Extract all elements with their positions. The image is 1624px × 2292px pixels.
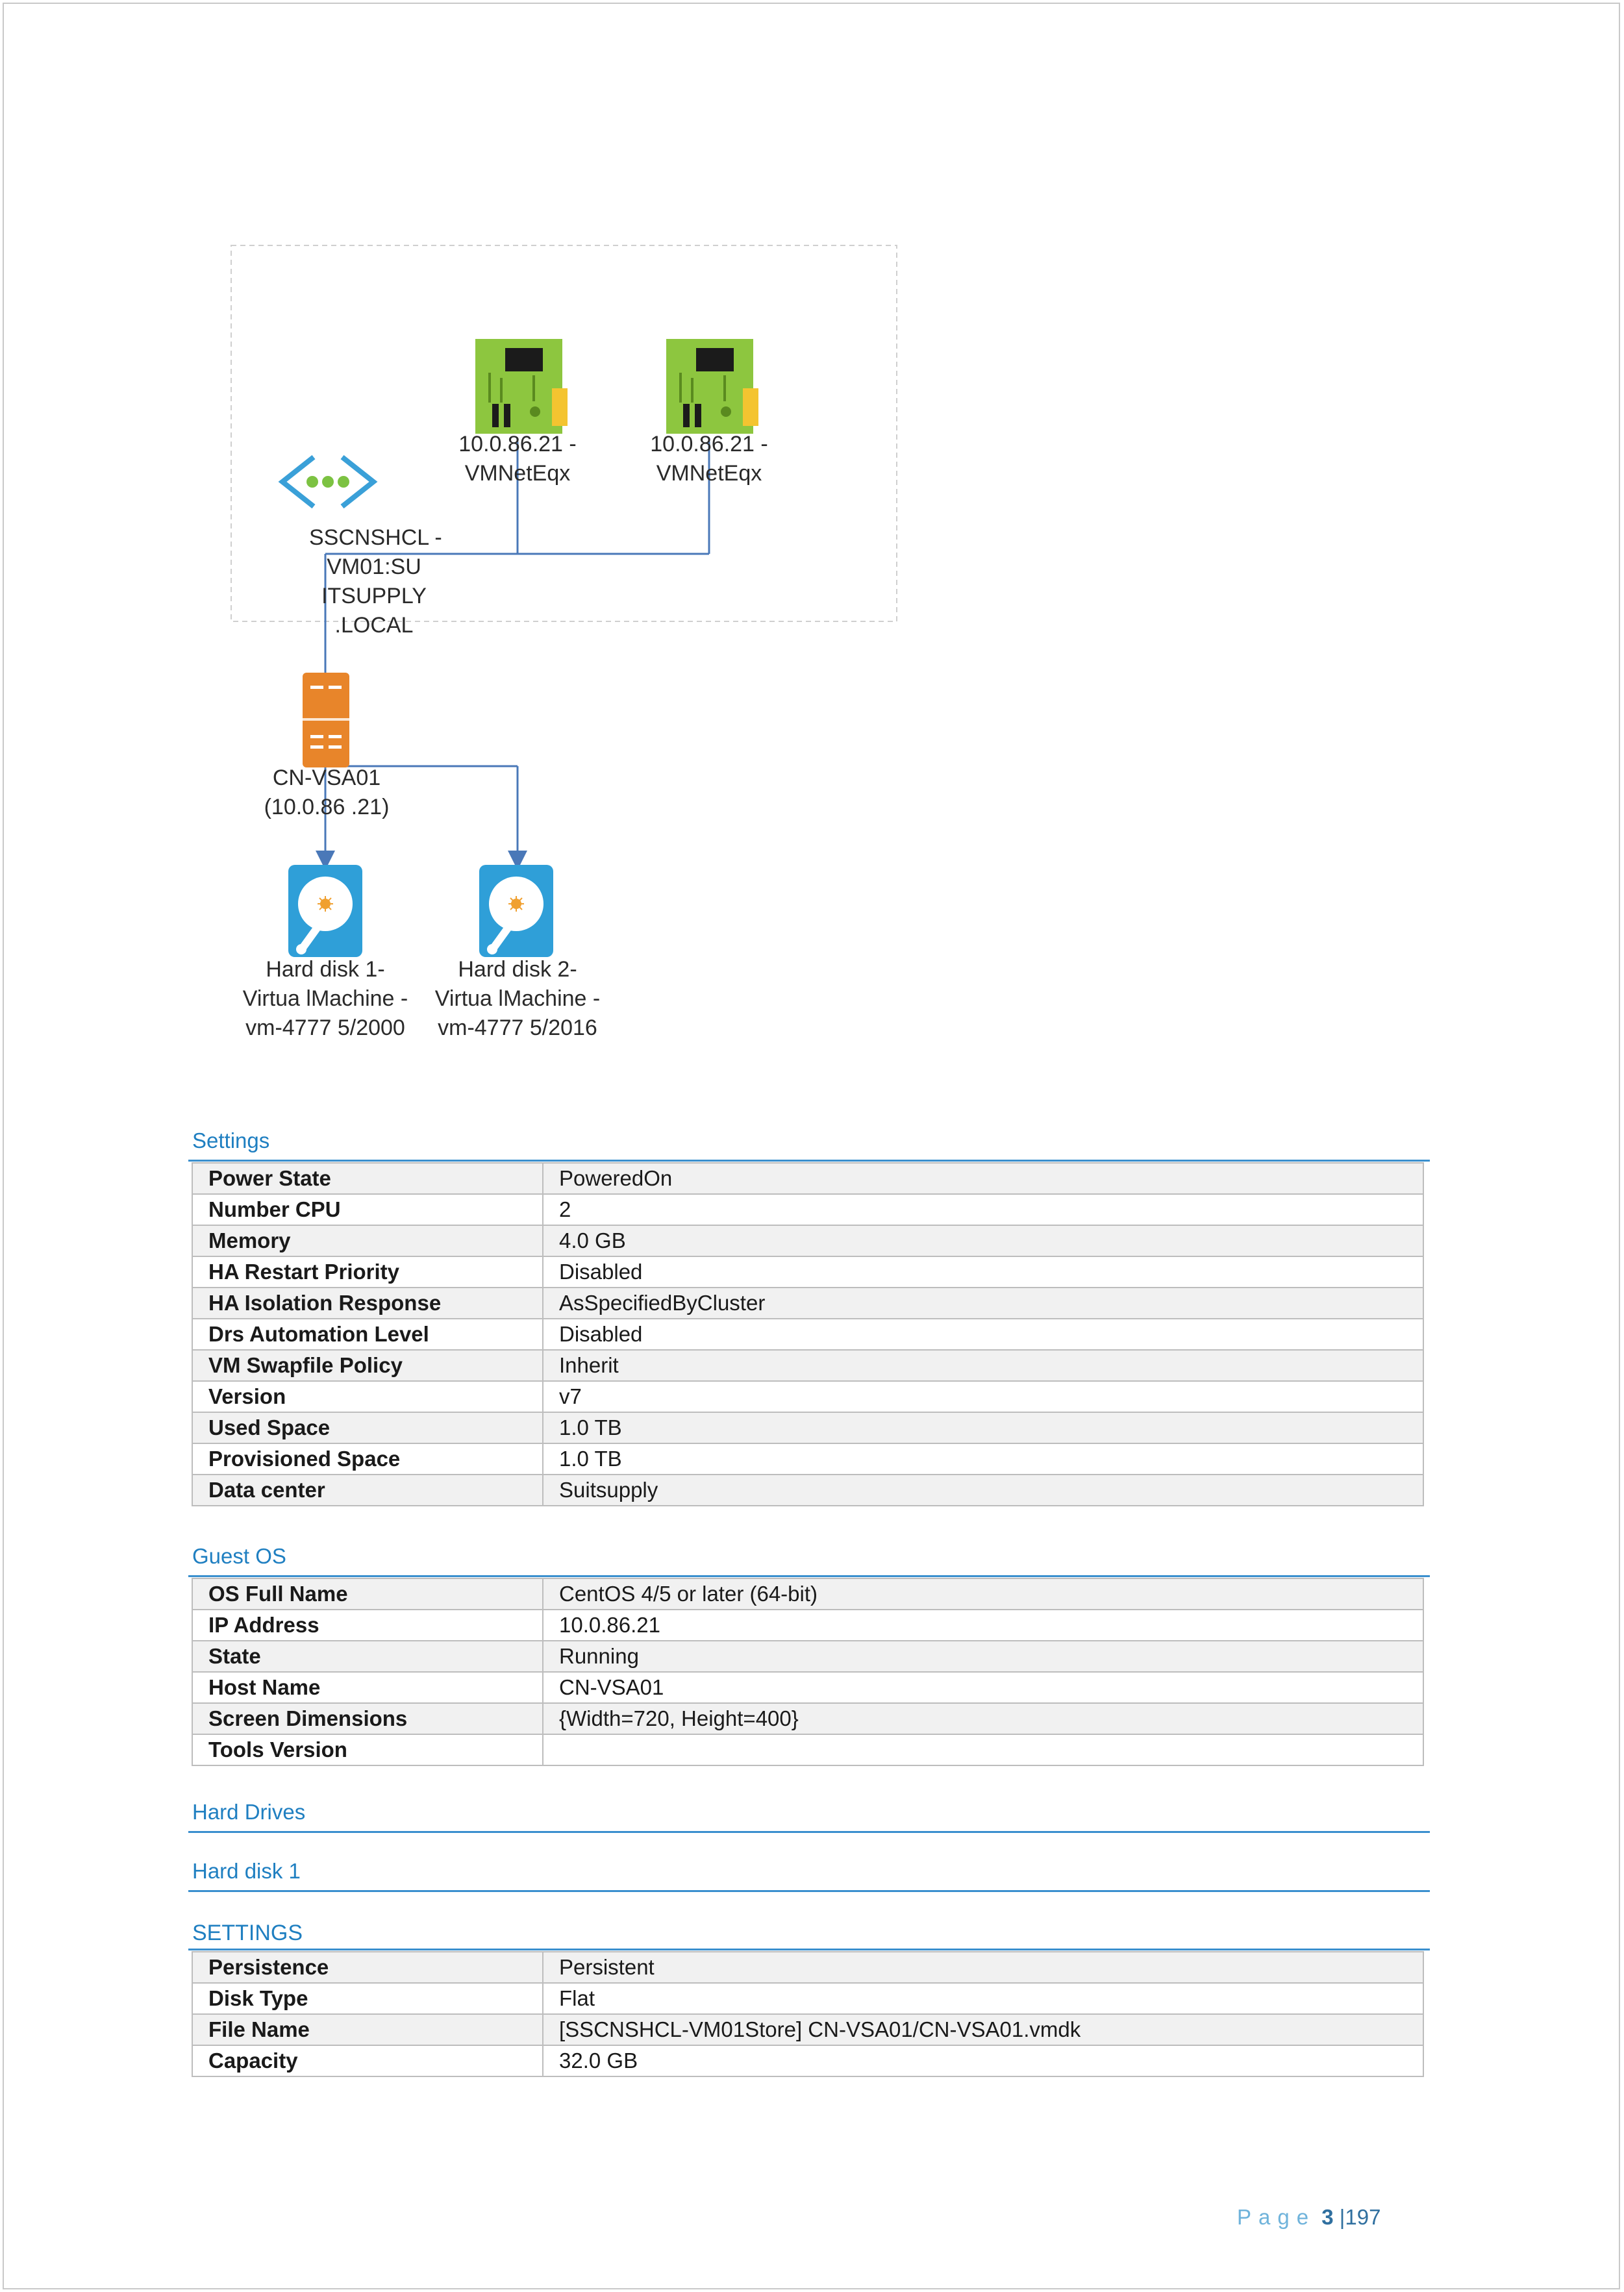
settings-heading: Settings — [192, 1128, 270, 1152]
row-key: Provisioned Space — [192, 1443, 543, 1475]
row-key: Drs Automation Level — [192, 1319, 543, 1350]
row-value: Disabled — [543, 1319, 1423, 1350]
table-row — [192, 1672, 1423, 1703]
network-adapter-icon — [666, 339, 758, 434]
network-label: SSCNSHCL - VM01:SU ITSUPPLY .LOCAL — [309, 525, 442, 638]
row-value: PoweredOn — [543, 1163, 1423, 1194]
table-row — [192, 1641, 1423, 1672]
disk-settings-heading: SETTINGS — [192, 1921, 303, 1945]
row-key: VM Swapfile Policy — [192, 1350, 543, 1381]
row-key: Screen Dimensions — [192, 1703, 543, 1734]
table-row — [192, 1288, 1423, 1319]
table-row — [192, 1256, 1423, 1288]
table-row — [192, 1319, 1423, 1350]
table-row — [192, 1475, 1423, 1506]
table-row — [192, 1225, 1423, 1256]
row-value: CN-VSA01 — [543, 1672, 1423, 1703]
hard-drives-heading: Hard Drives — [192, 1800, 306, 1824]
row-value: 10.0.86.21 — [543, 1610, 1423, 1641]
total-pages: 197 — [1345, 2205, 1381, 2229]
table-row — [192, 1703, 1423, 1734]
nic1-label: 10.0.86.21 - VMNetEqx — [458, 432, 577, 486]
row-key: IP Address — [192, 1610, 543, 1641]
hard-disk-1-heading: Hard disk 1 — [192, 1859, 301, 1883]
table-row — [192, 1610, 1423, 1641]
row-key: Data center — [192, 1475, 543, 1506]
table-row — [192, 1163, 1423, 1194]
row-value: Inherit — [543, 1350, 1423, 1381]
table-row — [192, 1983, 1423, 2014]
virtual-machine-icon — [303, 673, 349, 767]
settings-table — [192, 1162, 1424, 1506]
page-separator: | — [1339, 2205, 1345, 2229]
page-footer — [1237, 2205, 1380, 2230]
row-key: Used Space — [192, 1412, 543, 1443]
row-key: Host Name — [192, 1672, 543, 1703]
row-value: 2 — [543, 1194, 1423, 1225]
disk2-label: Hard disk 2- Virtua lMachine - vm-4777 5/2016 — [434, 957, 601, 1040]
diagram-canvas — [0, 0, 974, 1104]
row-key: File Name — [192, 2014, 543, 2045]
section-rule — [188, 1831, 1430, 1833]
row-key: Disk Type — [192, 1983, 543, 2014]
row-value: 32.0 GB — [543, 2045, 1423, 2076]
table-row — [192, 1734, 1423, 1765]
row-value: Running — [543, 1641, 1423, 1672]
row-value: Disabled — [543, 1256, 1423, 1288]
row-value: 4.0 GB — [543, 1225, 1423, 1256]
virtual-network-icon — [282, 457, 373, 506]
row-key: Number CPU — [192, 1194, 543, 1225]
guest-os-heading: Guest OS — [192, 1544, 286, 1568]
row-value: 1.0 TB — [543, 1443, 1423, 1475]
section-rule — [188, 1575, 1430, 1577]
row-value: Suitsupply — [543, 1475, 1423, 1506]
table-row — [192, 1443, 1423, 1475]
page-number: 3 — [1321, 2205, 1334, 2229]
row-value — [543, 1734, 1423, 1765]
vm-topology-diagram — [0, 0, 974, 1104]
network-adapter-icon — [475, 339, 568, 434]
row-value: [SSCNSHCL-VM01Store] CN-VSA01/CN-VSA01.vmdk — [543, 2014, 1423, 2045]
row-value: 1.0 TB — [543, 1412, 1423, 1443]
nic2-label: 10.0.86.21 - VMNetEqx — [650, 432, 768, 486]
row-key: HA Restart Priority — [192, 1256, 543, 1288]
row-key: Memory — [192, 1225, 543, 1256]
row-value: Flat — [543, 1983, 1423, 2014]
row-value: CentOS 4/5 or later (64-bit) — [543, 1578, 1423, 1610]
table-row — [192, 1412, 1423, 1443]
row-key: Power State — [192, 1163, 543, 1194]
disk-settings-table — [192, 1951, 1424, 2077]
table-row — [192, 1194, 1423, 1225]
row-key: State — [192, 1641, 543, 1672]
table-row — [192, 2014, 1423, 2045]
guest-os-table — [192, 1578, 1424, 1766]
section-rule — [188, 1890, 1430, 1892]
table-row — [192, 1350, 1423, 1381]
disk1-label: Hard disk 1- Virtua lMachine - vm-4777 5/2000 — [242, 957, 408, 1040]
vm-label: CN-VSA01 (10.0.86 .21) — [264, 766, 390, 819]
row-value: {Width=720, Height=400} — [543, 1703, 1423, 1734]
row-key: Version — [192, 1381, 543, 1412]
table-row — [192, 2045, 1423, 2076]
row-value: v7 — [543, 1381, 1423, 1412]
row-value: AsSpecifiedByCluster — [543, 1288, 1423, 1319]
row-key: Tools Version — [192, 1734, 543, 1765]
row-value: Persistent — [543, 1952, 1423, 1983]
page-label: Page — [1237, 2205, 1316, 2229]
hard-disk-icon — [479, 865, 553, 957]
row-key: HA Isolation Response — [192, 1288, 543, 1319]
row-key: Capacity — [192, 2045, 543, 2076]
hard-disk-icon — [288, 865, 362, 957]
table-row — [192, 1578, 1423, 1610]
section-rule — [188, 1160, 1430, 1162]
row-key: OS Full Name — [192, 1578, 543, 1610]
table-row — [192, 1952, 1423, 1983]
row-key: Persistence — [192, 1952, 543, 1983]
table-row — [192, 1381, 1423, 1412]
section-rule — [188, 1949, 1430, 1950]
